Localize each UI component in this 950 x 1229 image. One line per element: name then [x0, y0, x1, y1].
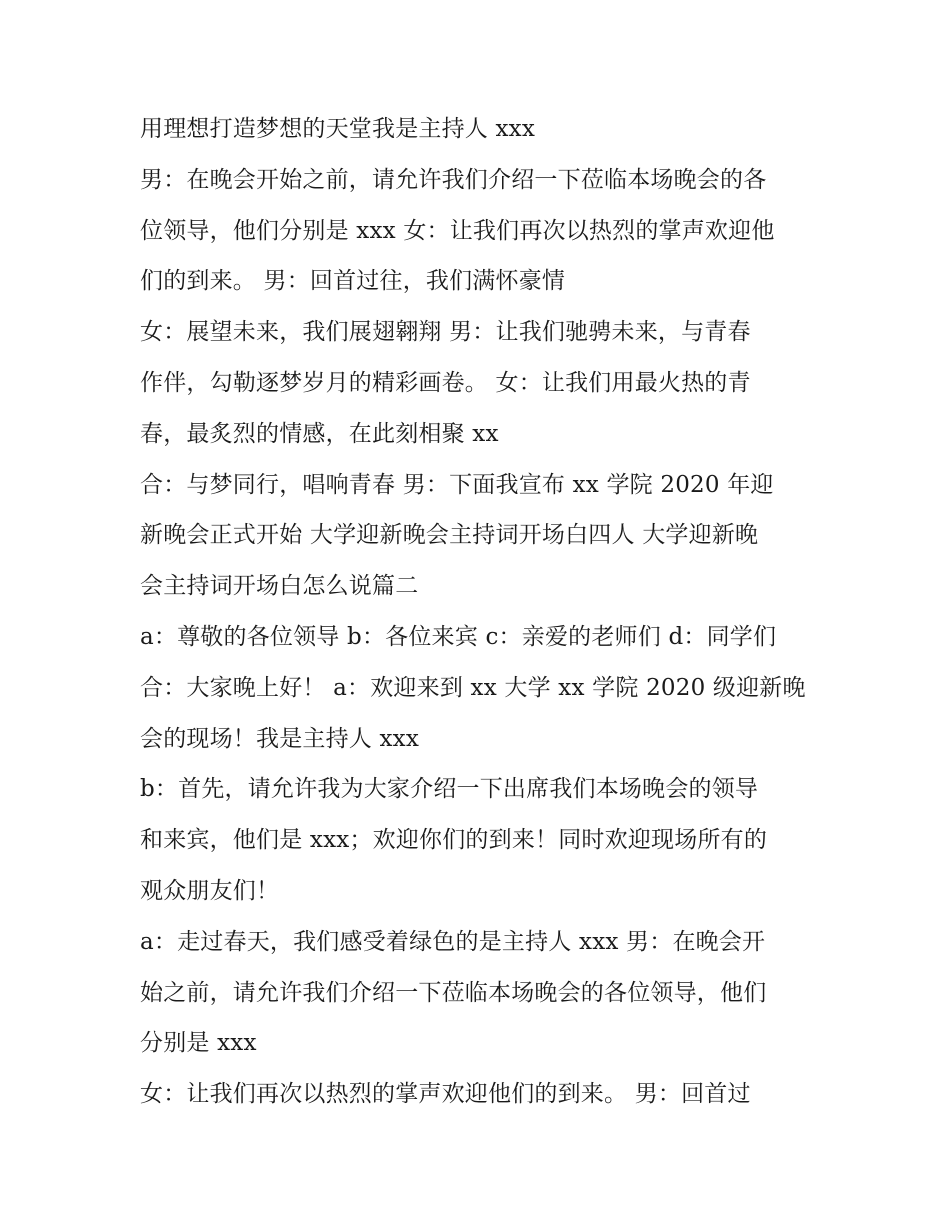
text-line-20: 女：让我们再次以热烈的掌声欢迎他们的到来。 男：回首过 — [140, 1081, 751, 1108]
text-line-9: 新晚会正式开始 大学迎新晚会主持词开场白四人 大学迎新晚 — [140, 522, 759, 549]
text-line-18: 始之前，请允许我们介绍一下莅临本场晚会的各位领导，他们 — [140, 979, 767, 1006]
text-line-1: 用理想打造梦想的天堂我是主持人 xxx — [140, 116, 536, 142]
text-line-8: 合：与梦同行，唱响青春 男：下面我宣布 xx 学院 2020 年迎 — [140, 471, 774, 498]
document-body — [140, 104, 830, 1120]
text-line-17: a：走过春天，我们感受着绿色的是主持人 xxx 男：在晚会开 — [140, 928, 766, 955]
text-line-13: 会的现场！我是主持人 xxx — [140, 725, 420, 752]
text-line-10: 会主持词开场白怎么说篇二 — [140, 573, 419, 600]
text-line-5: 女：展望未来，我们展翅翱翔 男：让我们驰骋未来，与青春 — [140, 319, 751, 346]
text-line-15: 和来宾，他们是 xxx；欢迎你们的到来！同时欢迎现场所有的 — [140, 827, 768, 854]
text-line-4: 们的到来。 男：回首过往，我们满怀豪情 — [140, 268, 566, 295]
text-line-14: b：首先，请允许我为大家介绍一下出席我们本场晚会的领导 — [140, 776, 759, 803]
text-line-7: 春，最炙烈的情感，在此刻相聚 xx — [140, 420, 499, 447]
text-line-6: 作伴，勾勒逐梦岁月的精彩画卷。 女：让我们用最火热的青 — [140, 369, 751, 396]
text-line-11: a：尊敬的各位领导 b：各位来宾 c：亲爱的老师们 d：同学们 — [140, 623, 777, 650]
text-line-3: 位领导，他们分别是 xxx 女：让我们再次以热烈的掌声欢迎他 — [140, 217, 775, 244]
text-line-16: 观众朋友们！ — [140, 877, 280, 904]
text-line-12: 合：大家晚上好！ a：欢迎来到 xx 大学 xx 学院 2020 级迎新晚 — [140, 674, 806, 701]
text-line-2: 男：在晚会开始之前，请允许我们介绍一下莅临本场晚会的各 — [140, 166, 767, 193]
text-line-19: 分别是 xxx — [140, 1030, 257, 1057]
